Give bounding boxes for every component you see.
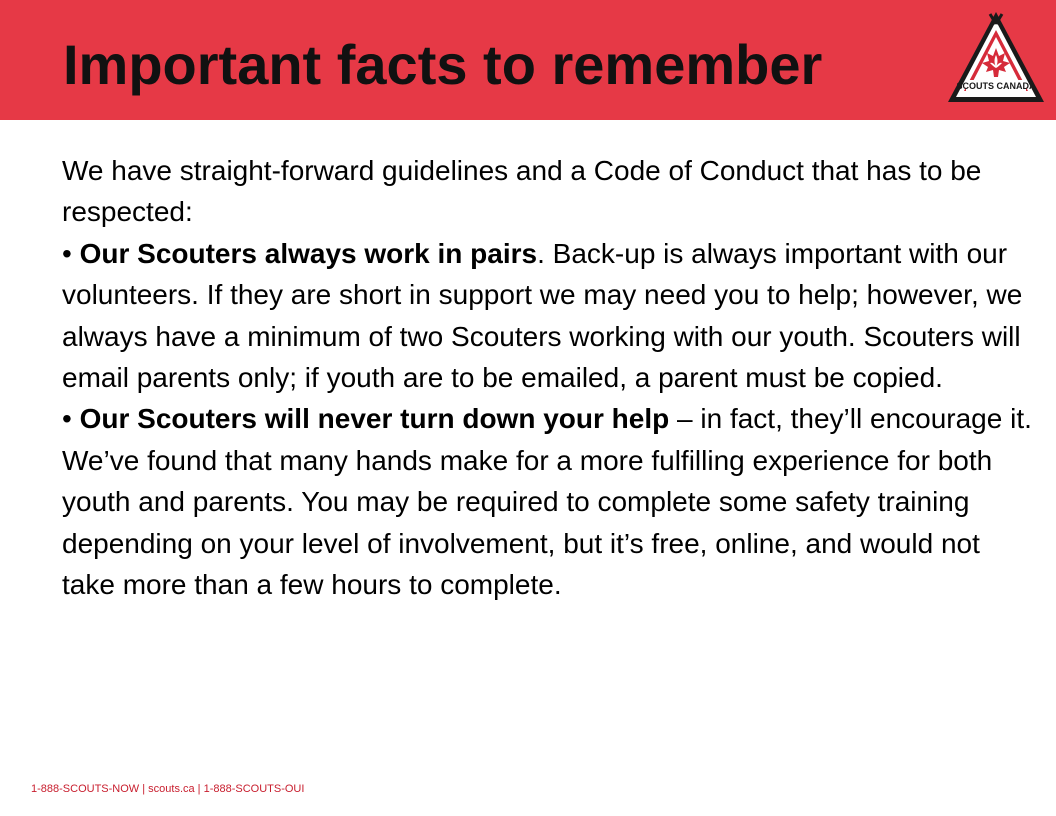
help-text: – in fact, they’ll encourage it. We’ve found that many hands make for a more fulfilling experience for both youth and parents. You may be required to complete some safety training depending on your level of involvement, but it’s free, online, and would not take more than a few hours to complete. (62, 403, 1032, 601)
bullet-glyph: • (62, 403, 72, 435)
body-text (62, 150, 1032, 605)
header-band (0, 0, 1056, 120)
intro-paragraph (62, 150, 1032, 233)
bullet-glyph: • (62, 237, 72, 269)
pairs-text: . Back-up is always important with our volunteers. If they are short in support we may need you to help; however, we always have a minimum of two Scouters working with our youth. Scouters will email parents only; if youth are to be emailed, a parent must be copied. (62, 237, 1023, 394)
bullet-point-help (62, 398, 1032, 605)
bullet-point-pairs (62, 233, 1032, 399)
pairs-heading: Our Scouters always work in pairs (79, 237, 538, 269)
help-heading: Our Scouters will never turn down your help (79, 403, 670, 435)
intro-text: We have straight-forward guidelines and a Code of Conduct that has to be respected: (62, 155, 982, 228)
slide-title: Important facts to remember (63, 33, 823, 96)
scouts-canada-logo-icon (944, 8, 1048, 110)
logo-text: SCOUTS CANADA (956, 81, 1036, 91)
footer-contact: 1-888-SCOUTS-NOW | scouts.ca | 1-888-SCOUTS-OUI (31, 783, 305, 795)
